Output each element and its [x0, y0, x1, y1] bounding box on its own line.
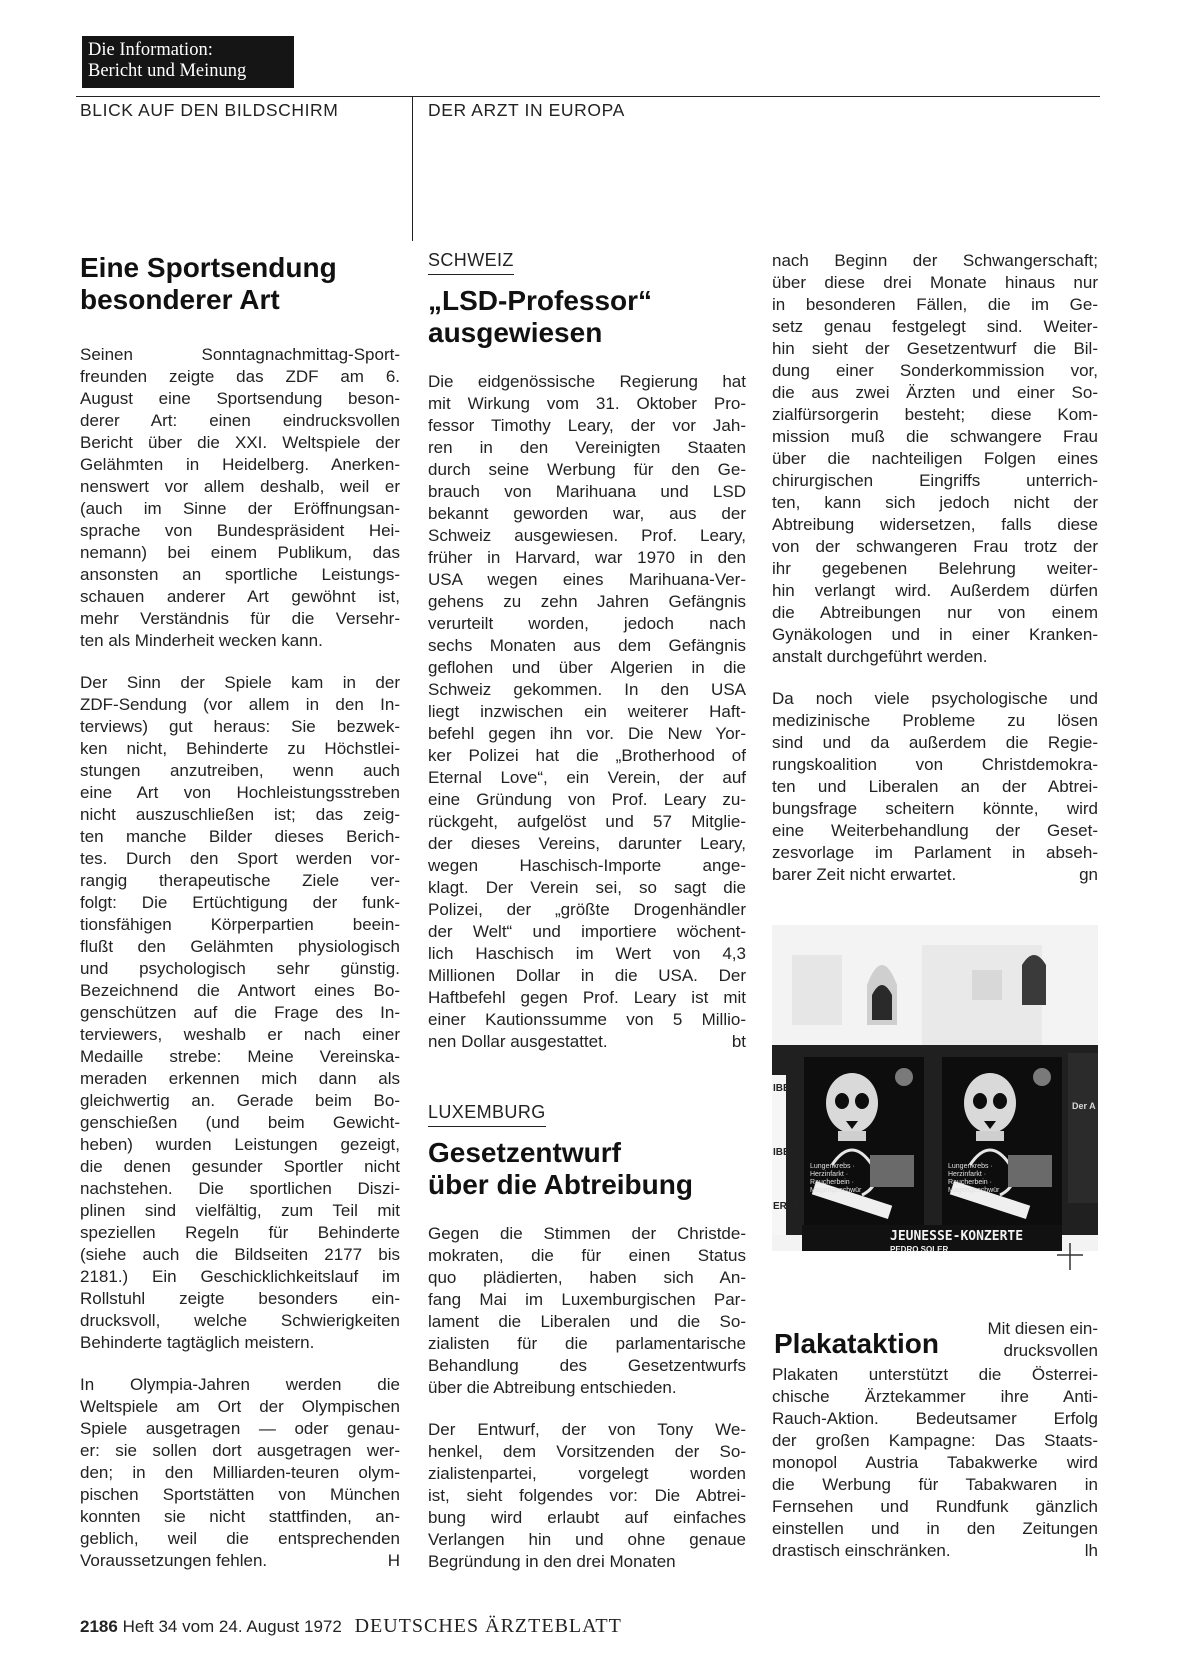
paragraph [80, 672, 400, 1354]
caption-intro-line: Mit diesen ein- [987, 1319, 1098, 1338]
issue-info: Heft 34 vom 24. August 1972 [122, 1617, 342, 1636]
text-line: nachstehen. Die sportlichen Diszi- [80, 1179, 400, 1198]
text-line: derer Art: einen eindrucksvollen [80, 411, 400, 430]
text-line: mit Wirkung vom 31. Oktober Pro- [428, 394, 746, 413]
paragraph [772, 688, 1098, 886]
article-title-line: besonderer Art [80, 284, 280, 315]
text-line: Verlangen hin und ohne genaue [428, 1530, 746, 1549]
text-line: plinen sind vielfältig, zum Teil mit [80, 1201, 400, 1220]
text-line: ansonsten an sportliche Leistungs- [80, 565, 400, 584]
text-line: über diese drei Monate hinaus nur [772, 273, 1098, 292]
text-line: speziellen Regeln für Behinderte [80, 1223, 400, 1242]
text-line: August eine Sportsendung beson- [80, 389, 400, 408]
text-line: einstellen und in den Zeitungen [772, 1519, 1098, 1538]
caption-body [772, 1364, 1098, 1562]
text-line: Da noch viele psychologische und [772, 689, 1098, 708]
text-line: über die Abtreibung entschieden. [428, 1378, 677, 1397]
text-line: genschützen auf die Frage des In- [80, 1003, 400, 1022]
text-line: dung einer Sonderkommission vor, [772, 361, 1098, 380]
text-line: Abtreibung widersetzen, falls diese [772, 515, 1098, 534]
paragraph [428, 1419, 746, 1573]
paragraph [80, 344, 400, 652]
text-line: folgt: Die Ertüchtigung der funk- [80, 893, 400, 912]
page-number: 2186 [80, 1617, 118, 1636]
page-footer [80, 1615, 622, 1638]
concert-banner-text: JEUNESSE-KONZERTE [890, 1229, 1024, 1244]
caption-title: Plakataktion [774, 1328, 939, 1359]
article-body [772, 688, 1098, 886]
text-line: ren in den Vereinigten Staaten [428, 438, 746, 457]
side-poster-fragment: IBEN [773, 1083, 797, 1094]
text-line: befehl gegen ihn vor. Die New Yor- [428, 724, 746, 743]
text-line: Begründung in den drei Monaten [428, 1552, 676, 1571]
text-line: setz genau festgelegt sind. Weiter- [772, 317, 1098, 336]
poster-warning-text: Lungenkrebs · Herzinfarkt · Raucherbein · Magengeschwür [948, 1163, 1000, 1194]
text-line: hin sieht der Gesetzentwurf die Bil- [772, 339, 1098, 358]
text-line: mission muß die schwangere Frau [772, 427, 1098, 446]
article-title-line: Gesetzentwurf [428, 1137, 621, 1168]
text-line: henkel, dem Vorsitzenden der So- [428, 1442, 746, 1461]
text-line: Seinen Sonntagnachmittag-Sport- [80, 345, 400, 364]
text-line: pischen Sportstätten von München [80, 1485, 400, 1504]
text-line: der dieses Vereins, darunter Leary, [428, 834, 746, 853]
text-line: und psychologisch sehr günstig. [80, 959, 400, 978]
text-line: brauch von Marihuana und LSD [428, 482, 746, 501]
text-line: nen Dollar ausgestattet. bt [428, 1032, 746, 1051]
paragraph [772, 1364, 1098, 1562]
text-line: geflohen und über Algerien in die [428, 658, 746, 677]
journal-name: DEUTSCHES ÄRZTEBLATT [354, 1615, 622, 1637]
text-line: (siehe auch die Bildseiten 2177 bis [80, 1245, 400, 1264]
text-line: drastisch einschränken. lh [772, 1541, 1098, 1560]
text-line: In Olympia-Jahren werden die [80, 1375, 400, 1394]
text-line: stungen anzutreiben, wenn auch [80, 761, 400, 780]
text-line: anstalt durchgeführt werden. [772, 647, 988, 666]
text-line: er: sie sollen dort ausgetragen wer- [80, 1441, 400, 1460]
section-left: BLICK AUF DEN BILDSCHIRM [80, 100, 339, 120]
text-line: Plakaten unterstützt die Österrei- [772, 1365, 1098, 1384]
badge-line-1: Die Information: [88, 40, 213, 60]
text-line: ker Polizei hat die „Brotherhood of [428, 746, 746, 765]
text-line: Behinderte tagtäglich meistern. [80, 1333, 315, 1352]
paragraph [772, 250, 1098, 668]
author-signature: bt [731, 1032, 746, 1051]
text-line: terviews) gut heraus: Sie bezwek- [80, 717, 400, 736]
text-line: medizinische Probleme zu lösen [772, 711, 1098, 730]
side-poster-fragment: IBEN [773, 1147, 797, 1158]
text-line: eine Art von Hochleistungsstreben [80, 783, 400, 802]
text-line: Rauch-Aktion. Bedeutsamer Erfolg [772, 1409, 1098, 1428]
text-line: geblich, weil die entsprechenden [80, 1529, 400, 1548]
text-line: Der Entwurf, der von Tony We- [428, 1420, 746, 1439]
text-line: die aus zwei Ärzten und einer So- [772, 383, 1098, 402]
text-line: von der schwangeren Frau trotz der [772, 537, 1098, 556]
text-line: mokraten, die für einen Status [428, 1246, 746, 1265]
author-signature: lh [1084, 1541, 1098, 1560]
paragraph [428, 371, 746, 1053]
text-line: Medaille strebe: Meine Vereinska- [80, 1047, 400, 1066]
photo-caption [772, 1318, 1098, 1562]
right-board-fragment: Der A [1072, 1101, 1096, 1111]
text-line: rangig therapeutische Ziele ver- [80, 871, 400, 890]
text-line: sind und da außerdem die Regie- [772, 733, 1098, 752]
text-line: (auch im Sinne der Eröffnungsan- [80, 499, 400, 518]
text-line: fessor Timothy Leary, der vor Jah- [428, 416, 746, 435]
text-line: zialisten für die parlamentarische [428, 1334, 746, 1353]
text-line: mehr Verständnis für die Versehr- [80, 609, 400, 628]
text-line: ist, sieht folgendes vor: Die Abtrei- [428, 1486, 746, 1505]
text-line: meraden erkennen mich dann als [80, 1069, 400, 1088]
text-line: sprache von Bundespräsident Hei- [80, 521, 400, 540]
article-body [428, 1419, 746, 1573]
text-line: hin verlangt wird. Außerdem dürfen [772, 581, 1098, 600]
article-body [80, 344, 400, 1572]
article-body [428, 371, 746, 1053]
text-line: ten, kann sich jedoch nicht der [772, 493, 1098, 512]
text-line: ihr gegebenen Belehrung weiter- [772, 559, 1098, 578]
text-line: ZDF-Sendung (vor allem in den In- [80, 695, 400, 714]
text-line: die Werbung für Tabakwaren in [772, 1475, 1098, 1494]
text-line: tionsfähigen Körperpartien beein- [80, 915, 400, 934]
text-line: nenswert vor allem deshalb, weil er [80, 477, 400, 496]
text-line: Gynäkologen und in einer Kranken- [772, 625, 1098, 644]
text-line: tes. Durch den Sport werden vor- [80, 849, 400, 868]
article-title [80, 252, 400, 316]
text-line: barer Zeit nicht erwartet. gn [772, 865, 1098, 884]
header-column-divider [412, 96, 413, 241]
text-line: Millionen Dollar in die USA. Der [428, 966, 746, 985]
text-line: Eternal Love“, ein Verein, der auf [428, 768, 746, 787]
article-title [428, 1137, 746, 1201]
text-line: liegt inzwischen ein weiterer Haft- [428, 702, 746, 721]
text-line: die denen gesunder Sportler nicht [80, 1157, 400, 1176]
text-line: durch seine Werbung für den Ge- [428, 460, 746, 479]
text-line: lament die Liberalen und die So- [428, 1312, 746, 1331]
text-line: sechs Monaten aus dem Gefängnis [428, 636, 746, 655]
text-line: Polizei, der „größte Drogenhändler [428, 900, 746, 919]
article-body [428, 1223, 746, 1399]
text-line: flußt den Gelähmten physiologisch [80, 937, 400, 956]
text-line: fang Mai im Luxemburgischen Par- [428, 1290, 746, 1309]
article-title [428, 285, 746, 349]
caption-intro [964, 1318, 1098, 1362]
text-line: chische Ärztekammer ihre Anti- [772, 1387, 1098, 1406]
text-line: Behandlung des Gesetzentwurfs [428, 1356, 746, 1375]
article-title-line: „LSD-Professor“ [428, 285, 653, 316]
text-line: heben) wurden Leistungen gezeigt, [80, 1135, 400, 1154]
author-signature: gn [1079, 865, 1098, 884]
poster-photo-drawing [772, 925, 1098, 1317]
text-line: konnten sie nicht stattfinden, an- [80, 1507, 400, 1526]
text-line: Spiele ausgetragen — oder genau- [80, 1419, 400, 1438]
text-line: nemann) bei einem Publikum, das [80, 543, 400, 562]
section-right: DER ARZT IN EUROPA [428, 100, 625, 120]
text-line: rungskoalition von Christdemokra- [772, 755, 1098, 774]
poster-warning-text: Lungenkrebs · Herzinfarkt · Raucherbein · Magengeschwür [810, 1163, 862, 1194]
text-line: eine Weiterbehandlung der Geset- [772, 821, 1098, 840]
text-line: zialfürsorgerin besteht; diese Kom- [772, 405, 1098, 424]
section-badge [82, 36, 294, 88]
text-line: Fernsehen und Rundfunk gänzlich [772, 1497, 1098, 1516]
text-line: ten manche Bilder dieses Berich- [80, 827, 400, 846]
article-luxemburg [428, 1102, 746, 1573]
text-line: Bericht über die XXI. Weltspiele der [80, 433, 400, 452]
article-title-line: über die Abtreibung [428, 1169, 693, 1200]
article-luxemburg-continued [772, 250, 1098, 886]
text-line: über die nachteiligen Folgen eines [772, 449, 1098, 468]
text-line: drucksvoll, welche Schwierigkeiten [80, 1311, 400, 1330]
header-rule [76, 96, 1100, 97]
text-line: Bezeichnend die Antwort eines Bo- [80, 981, 400, 1000]
text-line: Voraussetzungen fehlen. H [80, 1551, 400, 1570]
text-line: ten als Minderheit wecken kann. [80, 631, 323, 650]
text-line: ken nicht, Behinderte zu Höchstlei- [80, 739, 400, 758]
text-line: Gegen die Stimmen der Christde- [428, 1224, 746, 1243]
text-line: der Welt“ und importiere wöchent- [428, 922, 746, 941]
country-kicker: LUXEMBURG [428, 1102, 546, 1127]
article-schweiz [428, 250, 746, 1053]
text-line: bungsfrage scheitern könnte, wird [772, 799, 1098, 818]
concert-banner-subtext: PEDRO SOLER [890, 1245, 949, 1254]
text-line: genschießen (und beim Gewicht- [80, 1113, 400, 1132]
text-line: nach Beginn der Schwangerschaft; [772, 251, 1098, 270]
text-line: klagt. Der Verein sei, so sagt die [428, 878, 746, 897]
text-line: in besonderen Fällen, die im Ge- [772, 295, 1098, 314]
paragraph [80, 1374, 400, 1572]
text-line: einer Kautionssumme von 5 Millio- [428, 1010, 746, 1029]
text-line: terviewers, weshalb er nach einer [80, 1025, 400, 1044]
text-line: den; in den Milliarden-teuren olym- [80, 1463, 400, 1482]
text-line: Weltspiele am Ort der Olympischen [80, 1397, 400, 1416]
text-line: lich Haschisch im Wert von 4,3 [428, 944, 746, 963]
author-signature: H [387, 1551, 400, 1570]
text-line: gehens zu zehn Jahren Gefängnis [428, 592, 746, 611]
poster-photo [772, 925, 1098, 1317]
text-line: Schweiz gekommen. In den USA [428, 680, 746, 699]
text-line: eine Gründung von Prof. Leary zu- [428, 790, 746, 809]
text-line: Haftbefehl gegen Prof. Leary ist mit [428, 988, 746, 1007]
text-line: zesvorlage im Parlament in abseh- [772, 843, 1098, 862]
text-line: USA wegen eines Marihuana-Ver- [428, 570, 746, 589]
text-line: bekannt geworden war, aus der [428, 504, 746, 523]
text-line: früher in Harvard, war 1970 in den [428, 548, 746, 567]
text-line: gleichwertig an. Gerade beim Bo- [80, 1091, 400, 1110]
text-line: Die eidgenössische Regierung hat [428, 372, 746, 391]
side-poster-fragment: ERSE [773, 1201, 801, 1212]
text-line: Schweiz ausgewiesen. Prof. Leary, [428, 526, 746, 545]
text-line: Der Sinn der Spiele kam in der [80, 673, 400, 692]
text-line: der großen Kampagne: Das Staats- [772, 1431, 1098, 1450]
caption-intro-line: drucksvollen [1003, 1341, 1098, 1360]
text-line: chirurgischen Eingriffs unterrich- [772, 471, 1098, 490]
text-line: 2181.) Ein Geschicklichkeitslauf im [80, 1267, 400, 1286]
text-line: verurteilt worden, jedoch nach [428, 614, 746, 633]
article-sportsendung [80, 252, 400, 1572]
article-body [772, 250, 1098, 668]
text-line: Rollstuhl zeigte besonders ein- [80, 1289, 400, 1308]
text-line: schauen anderer Art gewöhnt ist, [80, 587, 400, 606]
article-title-line: ausgewiesen [428, 317, 603, 348]
text-line: quo plädierten, haben sich An- [428, 1268, 746, 1287]
text-line: die Abtreibungen nur von einem [772, 603, 1098, 622]
text-line: wegen Haschisch-Importe ange- [428, 856, 746, 875]
paragraph [428, 1223, 746, 1399]
country-kicker: SCHWEIZ [428, 250, 514, 275]
article-title-line: Eine Sportsendung [80, 252, 337, 283]
text-line: monopol Austria Tabakwerke wird [772, 1453, 1098, 1472]
text-line: Gelähmten in Heidelberg. Anerken- [80, 455, 400, 474]
text-line: bung wird erlaubt auf einfaches [428, 1508, 746, 1527]
badge-line-2: Bericht und Meinung [88, 61, 247, 81]
text-line: freunden zeigte das ZDF am 6. [80, 367, 400, 386]
text-line: zialistenpartei, vorgelegt worden [428, 1464, 746, 1483]
text-line: nicht auszuschließen ist; das zeig- [80, 805, 400, 824]
text-line: rückgeht, aufgelöst und 57 Mitglie- [428, 812, 746, 831]
text-line: ten und Liberalen an der Abtrei- [772, 777, 1098, 796]
